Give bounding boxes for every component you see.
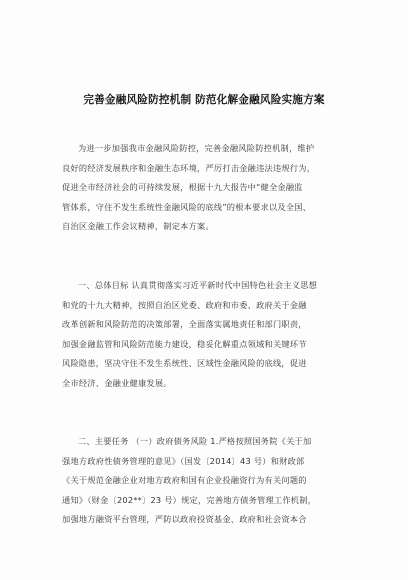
paragraph-line: 风险隐患，坚决守住不发生系统性、区域性金融风险的底线，促进	[62, 358, 307, 369]
paragraph-line: 自治区金融工作会议精神，制定本方案。	[62, 221, 214, 232]
paragraph-main-tasks	[62, 432, 362, 530]
paragraph-introduction	[62, 139, 362, 237]
paragraph-line: 改革创新和风险防范的决策部署，全面落实属地责任和部门职责，	[62, 319, 307, 330]
paragraph-line: 加强地方融资平台管理，严防以政府投资基金、政府和社会资本合	[62, 514, 307, 525]
document-title: 完善金融风险防控机制 防范化解金融风险实施方案	[83, 94, 325, 106]
paragraph-line: 全市经济、金融业健康发展。	[62, 377, 172, 388]
paragraph-line: 管体系，守住不发生系统性金融风险的底线”的根本要求以及全国、	[62, 201, 312, 212]
paragraph-line: 一、总体目标 认真贯彻落实习近平新时代中国特色社会主义思想	[78, 280, 318, 290]
paragraph-line: 良好的经济发展秩序和金融生态环境，严厉打击金融违法违规行为，	[62, 162, 316, 173]
paragraph-line: 强地方政府性债务管理的意见》（国发〔2014〕43 号）和财政部	[62, 455, 305, 466]
paragraph-line: 通知》（财金〔202**〕23 号）规定，完善地方债务管理工作机制，	[62, 494, 317, 505]
paragraph-line: 加强金融监管和风险防范能力建设，稳妥化解重点领域和关键环节	[62, 338, 307, 349]
paragraph-line: 为进一步加强我市金融风险防控，完善金融风险防控机制，维护	[78, 143, 315, 153]
paragraph-line: 和党的十九大精神，按照自治区党委、政府和市委、政府关于金融	[62, 299, 307, 310]
paragraph-line: 《关于规范金融企业对地方政府和国有企业投融资行为有关问题的	[62, 475, 307, 486]
paragraph-line: 促进全市经济社会的可持续发展，根据十九大报告中“健全金融监	[62, 182, 303, 193]
paragraph-overall-goals	[62, 276, 362, 394]
paragraph-line: 二、主要任务 （一）政府债务风险 1.严格按照国务院《关于加	[78, 436, 312, 446]
